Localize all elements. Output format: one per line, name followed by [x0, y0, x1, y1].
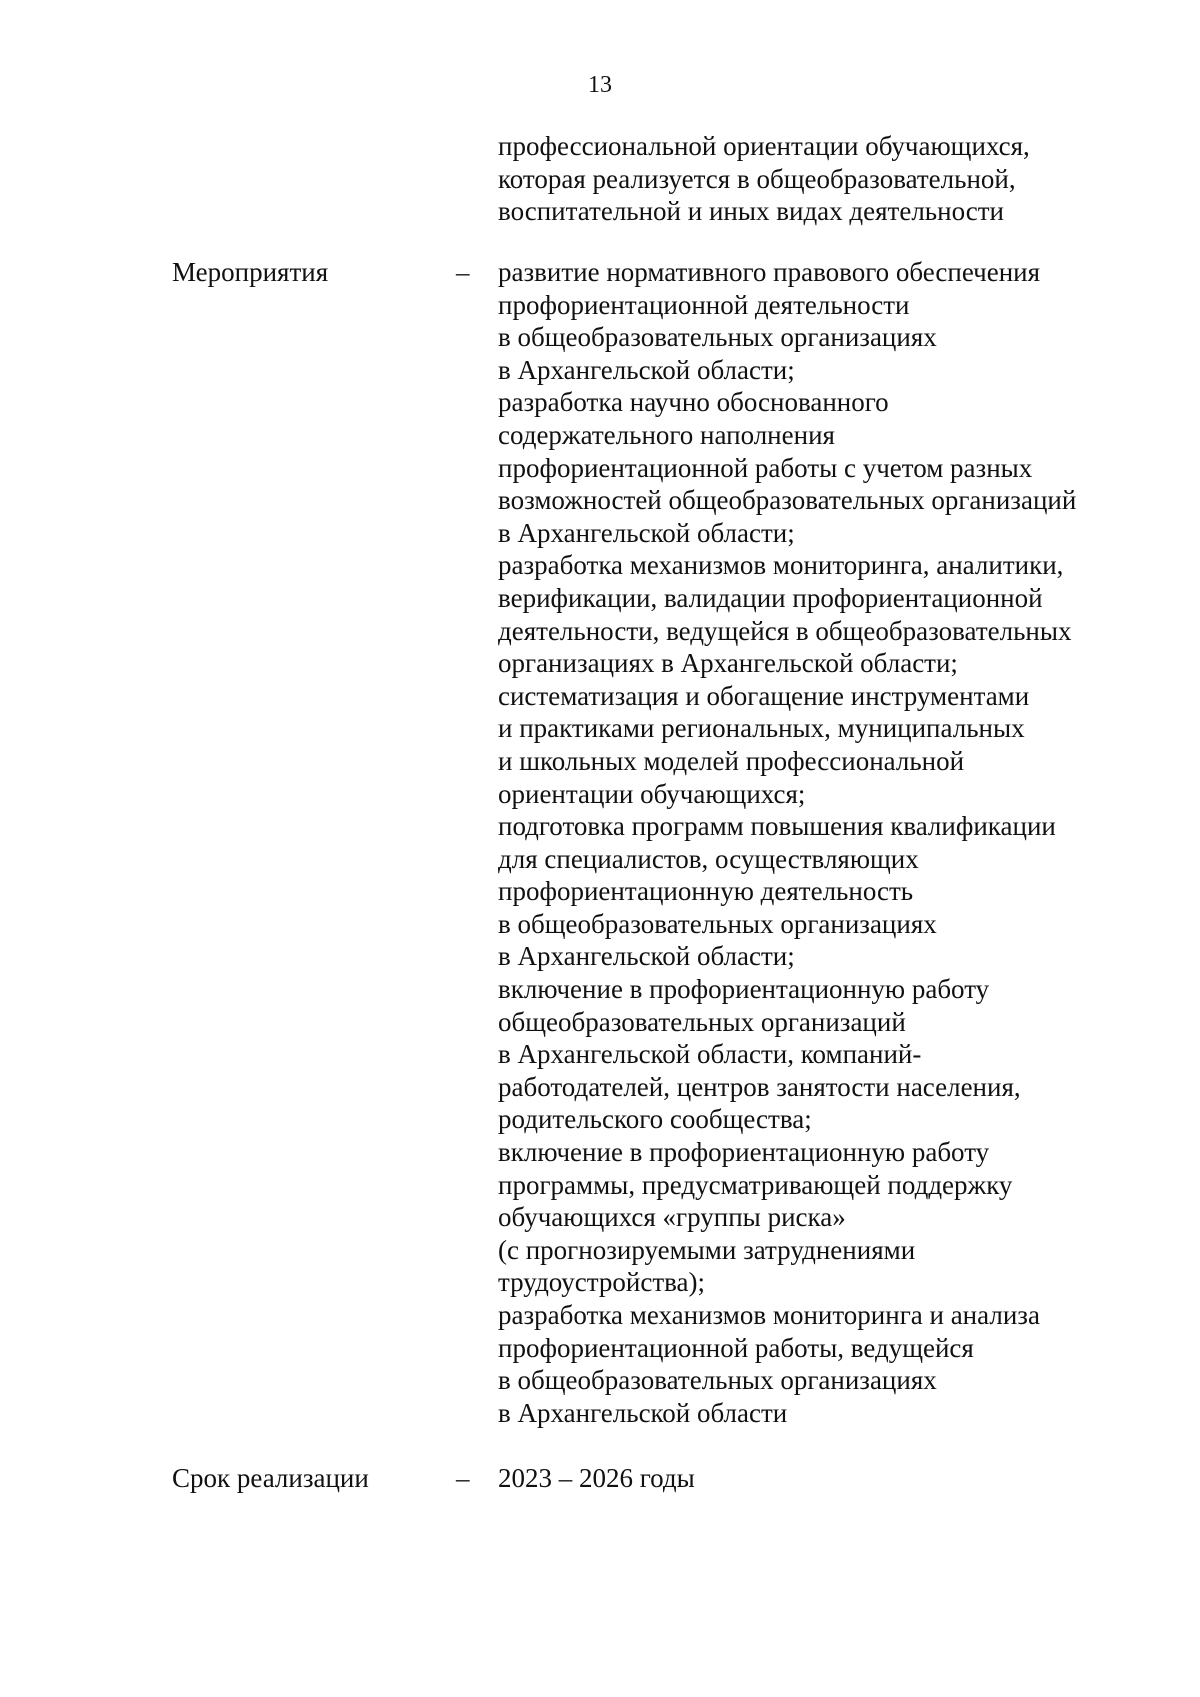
measure-line: программы, предусматривающей поддержку — [498, 1169, 1013, 1200]
measure-line: в общеобразовательных организациях — [498, 908, 937, 939]
measure-line: ориентации обучающихся; — [498, 778, 806, 809]
measure-line: профориентационную деятельность — [498, 876, 914, 907]
measure-line: верификации, валидации профориентационной — [498, 582, 1043, 613]
measure-line: и школьных моделей профессиональной — [498, 745, 965, 776]
measure-line: включение в профориентационную работу — [498, 974, 990, 1005]
measure-line: в Архангельской области — [498, 1397, 788, 1428]
page-number: 13 — [588, 72, 612, 98]
measure-line: для специалистов, осуществляющих — [498, 843, 919, 874]
term-label: Срок реализации — [172, 1463, 369, 1493]
measures-dash: – — [456, 257, 470, 287]
measure-line: профориентационной работы, ведущейся — [498, 1332, 974, 1363]
measure-line: родительского сообщества; — [498, 1104, 812, 1135]
measure-line: содержательного наполнения — [498, 419, 835, 450]
measure-line: разработка механизмов мониторинга, аналитики, — [498, 550, 1064, 581]
term-value: 2023 – 2026 годы — [498, 1463, 695, 1493]
continuation-text — [498, 130, 1030, 228]
measure-line: профориентационной работы с учетом разных — [498, 452, 1033, 483]
measure-line: деятельности, ведущейся в общеобразовательных — [498, 615, 1072, 646]
measure-line: (с прогнозируемыми затруднениями — [498, 1234, 916, 1265]
measure-line: в Архангельской области; — [498, 517, 795, 548]
measure-line: в Архангельской области; — [498, 941, 795, 972]
measure-line: обучающихся «группы риска» — [498, 1202, 846, 1233]
measure-line: и практиками региональных, муниципальных — [498, 713, 1025, 744]
measure-line: общеобразовательных организаций — [498, 1006, 906, 1037]
measure-line: работодателей, центров занятости населения, — [498, 1071, 1021, 1102]
measure-line: разработка научно обоснованного — [498, 387, 889, 418]
measure-line: возможностей общеобразовательных организаций — [498, 485, 1077, 516]
measure-line: в Архангельской области; — [498, 354, 795, 385]
term-dash: – — [456, 1463, 470, 1493]
measures-text — [498, 256, 1076, 1429]
measure-line: в общеобразовательных организациях — [498, 322, 937, 353]
measures-label: Мероприятия — [172, 257, 329, 287]
measure-line: включение в профориентационную работу — [498, 1137, 990, 1168]
measure-line: в Архангельской области, компаний- — [498, 1039, 922, 1070]
measure-line: разработка механизмов мониторинга и анализа — [498, 1300, 1040, 1330]
text-line: воспитательной и иных видах деятельности — [498, 196, 1004, 227]
measure-line: систематизация и обогащение инструментами — [498, 680, 1030, 711]
measure-line: профориентационной деятельности — [498, 289, 910, 320]
text-line: профессиональной ориентации обучающихся, — [498, 131, 1030, 161]
measure-line: трудоустройства); — [498, 1267, 705, 1298]
text-line: которая реализуется в общеобразовательной, — [498, 163, 1016, 194]
measure-line: в общеобразовательных организациях — [498, 1365, 937, 1396]
measure-line: развитие нормативного правового обеспечения — [498, 257, 1041, 287]
measure-line: подготовка программ повышения квалификации — [498, 811, 1056, 842]
measure-line: организациях в Архангельской области; — [498, 648, 958, 679]
